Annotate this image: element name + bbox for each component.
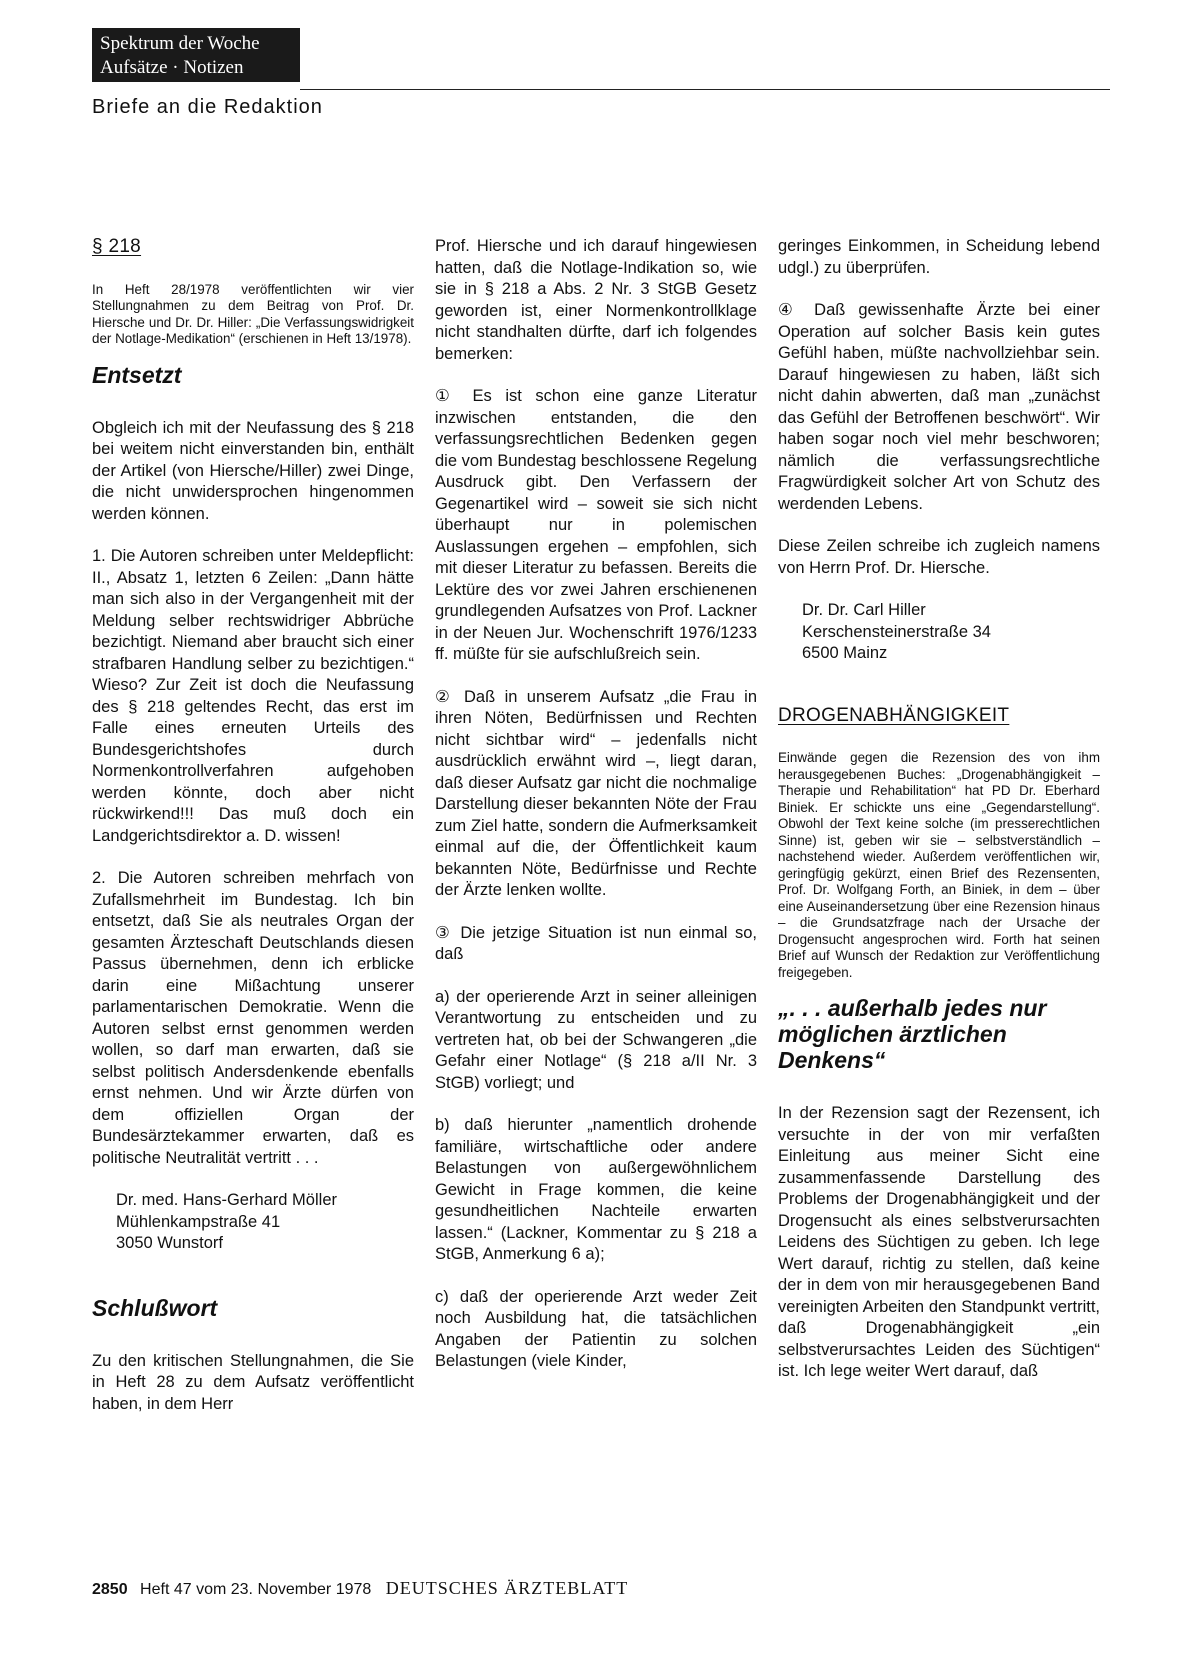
paragraph: ① Es ist schon eine ganze Literatur inzwischen entstanden, die den verfassungsrechtlichen Bedenken gegen die vom Bundestag beschlossene Regelung Ausdruck gibt. Den Verfassern der Gegenartikel wird – soweit sie sich nicht überhaupt nur in polemischen Auslassungen ergehen – empfohlen, sich mit dieser Literatur zu befassen. Bereits die Lektüre des vor zwei Jahren erschienenen grundlegenden Aufsatzes von Prof. Lackner in der Neuen Jur. Wochenschrift 1976/1233 ff. müßte für sie aufschlußreich sein. — [435, 387, 757, 663]
paragraph: Diese Zeilen schreibe ich zugleich namens von Herrn Prof. Dr. Hiersche. — [778, 537, 1100, 577]
letter-heading: Entsetzt — [92, 361, 182, 388]
section-title: Briefe an die Redaktion — [92, 96, 323, 118]
paragraph: 2. Die Autoren schreiben mehrfach von Zufallsmehrheit im Bundestag. Ich bin entsetzt, daß Sie als neutrales Organ der gesamten Ärzteschaft Deutschlands diesen Passus übernehmen, denn ich erblicke darin eine Mißachtung unserer parlamentarischen Demokratie. Wenn die Autoren selbst ernst genommen werden wollen, so darf man erwarten, daß sie selbst politisch Andersdenkende ebenfalls ernst nehmen. Und wir Ärzte dürfen von dem offiziellen Organ der Bundesärztekammer erwarten, daß es politische Neutralität vertritt . . . — [92, 869, 414, 1167]
signature-line: Dr. med. Hans-Gerhard Möller — [116, 1191, 337, 1209]
column-1 — [92, 236, 414, 1436]
paragraph: ④ Daß gewissenhafte Ärzte bei einer Operation auf solcher Basis kein gutes Gefühl haben, müßte nachvollziehbar sein. Darauf hingewiesen zu haben, läßt sich nicht dahin abwerten, daß man „zunächst das Gefühl der Betroffenen beschwört“. Wir haben sogar noch viel mehr beschworen; nämlich die verfassungsrechtliche Fragwürdigkeit solcher Art von Schutz des werdenden Lebens. — [778, 301, 1100, 513]
paragraph: In der Rezension sagt der Rezensent, ich versuchte in der von mir verfaßten Einleitung aus meiner Sicht eine zusammenfassende Darstellung des Problems der Drogenabhängigkeit und der Drogensucht als eines selbstverursachten Leidens des Süchtigen zu geben. Ich lege Wert darauf, richtig zu stellen, daß keine der in dem von mir herausgegebenen Band vereinigten Arbeiten den Standpunkt vertritt, daß Drogenabhängigkeit „ein selbstverursachtes Leiden des Süchtigen“ ist. Ich lege weiter Wert darauf, daß — [778, 1104, 1100, 1380]
topic-title: § 218 — [92, 236, 142, 257]
paragraph: ③ Die jetzige Situation ist nun einmal so, daß — [435, 923, 757, 963]
paragraph: Zu den kritischen Stellungnahmen, die Sie in Heft 28 zu dem Aufsatz veröffentlicht haben, in dem Herr — [92, 1351, 414, 1413]
signature-line: 6500 Mainz — [802, 644, 888, 662]
paragraph: Prof. Hiersche und ich darauf hingewiesen hatten, daß die Notlage-Indikation so, wie sie in § 218 a Abs. 2 Nr. 3 StGB Gesetz geworden ist, einer Normenkontrollklage nicht standhalten dürfte, darf ich folgendes bemerken: — [435, 237, 757, 363]
page-footer — [92, 1578, 628, 1599]
paragraph: ② Daß in unserem Aufsatz „die Frau in ihren Nöten, Bedürfnissen und Rechten nicht sichtbar wird“ – jedenfalls nicht ausdrücklich erwähnt wird –, liegt daran, daß dieser Aufsatz gar nicht die nochmalige Darstellung dieser bekannten Nöte der Frau zum Ziel hatte, sondern die Aufmerksamkeit einmal auf die, der Öffentlichkeit kaum bekannten Nöte, Bedürfnisse und Rechte der Ärzte lenken wollte. — [435, 687, 757, 899]
signature-line: Dr. Dr. Carl Hiller — [802, 601, 926, 619]
letter-signature — [116, 1190, 414, 1255]
header-line-2: Aufsätze · Notizen — [100, 57, 244, 78]
letter-heading: Schlußwort — [92, 1294, 218, 1321]
signature-line: Kerschensteinerstraße 34 — [802, 622, 991, 641]
letter-signature — [802, 600, 1100, 665]
paragraph: 1. Die Autoren schreiben unter Meldepflicht: II., Absatz 1, letzten 6 Zeilen: „Dann hätte man sich also in der Vergangenheit mit der Meldung selber rechtswidriger Abbrüche bezichtigt. Niemand aber braucht sich einer strafbaren Handlung selber zu bezichtigen.“ Wieso? Zur Zeit ist doch die Neufassung des § 218 geltendes Recht, das erst im Falle eines erneuten Urteils des Bundesgerichtshofes durch Normenkontrollverfahren aufgehoben werden könnte, doch aber nicht rückwirkend!!! Das muß doch ein Landgerichtsdirektor a. D. wissen! — [92, 547, 414, 845]
topic-intro: In Heft 28/1978 veröffentlichten wir vier Stellungnahmen zu dem Beitrag von Prof. Dr. Hiersche und Dr. Dr. Hiller: „Die Verfassungswidrigkeit der Notlage-Medikation“ (erschienen in Heft 13/1978). — [92, 281, 414, 346]
section-header-box — [92, 28, 300, 82]
column-2 — [435, 236, 757, 1394]
issue-info: Heft 47 vom 23. November 1978 — [140, 1581, 372, 1598]
column-3 — [778, 236, 1100, 1404]
paragraph: geringes Einkommen, in Scheidung lebend udgl.) zu überprüfen. — [778, 237, 1100, 277]
signature-line: Mühlenkampstraße 41 — [116, 1212, 281, 1231]
paragraph: Obgleich ich mit der Neufassung des § 218 bei weitem nicht einverstanden bin, enthält der Artikel (von Hiersche/Hiller) zwei Dinge, die nicht unwidersprochen hingenommen werden können. — [92, 418, 414, 523]
topic-intro: Einwände gegen die Rezension des von ihm herausgegebenen Buches: „Drogenabhängigkeit – Therapie und Rehabilitation“ hat PD Dr. Eberhard Biniek. Er schickte uns eine „Gegendarstellung“. Obwohl der Text keine solche (im presserechtlichen Sinne) ist, geben wir sie – selbstverständlich – nachstehend wieder. Außerdem veröffentlichen wir, geringfügig gekürzt, einen Brief des Rezensenten, Prof. Dr. Wolfgang Forth, an Biniek, in dem – über eine Auseinandersetzung über eine Rezension hinaus – die Grundsatzfrage nach der Ursache der Drogensucht angesprochen wird. Forth hat seinen Brief auf Wunsch der Redaktion zur Veröffentlichung freigegeben. — [778, 750, 1100, 980]
paragraph: c) daß der operierende Arzt weder Zeit noch Ausbildung hat, die tatsächlichen Angaben der Patientin zu solchen Belastungen (viele Kinder, — [435, 1287, 757, 1370]
header-rule — [300, 89, 1110, 90]
signature-line: 3050 Wunstorf — [116, 1234, 224, 1252]
topic-title: DROGENABHÄNGIGKEIT — [778, 704, 1010, 726]
magazine-name: DEUTSCHES ÄRZTEBLATT — [385, 1578, 629, 1598]
letter-heading: „. . . außerhalb jedes nur möglichen ärztlichen Denkens“ — [778, 995, 1047, 1073]
paragraph: b) daß hierunter „namentlich drohende familiäre, wirtschaftliche oder andere Belastungen von außergewöhnlichem Gewicht in Frage kommen, die keine gesundheitlichen Nachteile erwarten lassen.“ (Lackner, Kommentar zu § 218 a StGB, Anmerkung 6 a); — [435, 1116, 757, 1263]
header-line-1: Spektrum der Woche — [100, 33, 260, 54]
page-number: 2850 — [92, 1581, 128, 1598]
paragraph: a) der operierende Arzt in seiner alleinigen Verantwortung zu entscheiden und zu vertreten hat, ob bei der Schwangeren „die Gefahr einer Notlage“ (§ 218 a/II Nr. 3 StGB) vorliegt; und — [435, 987, 757, 1092]
